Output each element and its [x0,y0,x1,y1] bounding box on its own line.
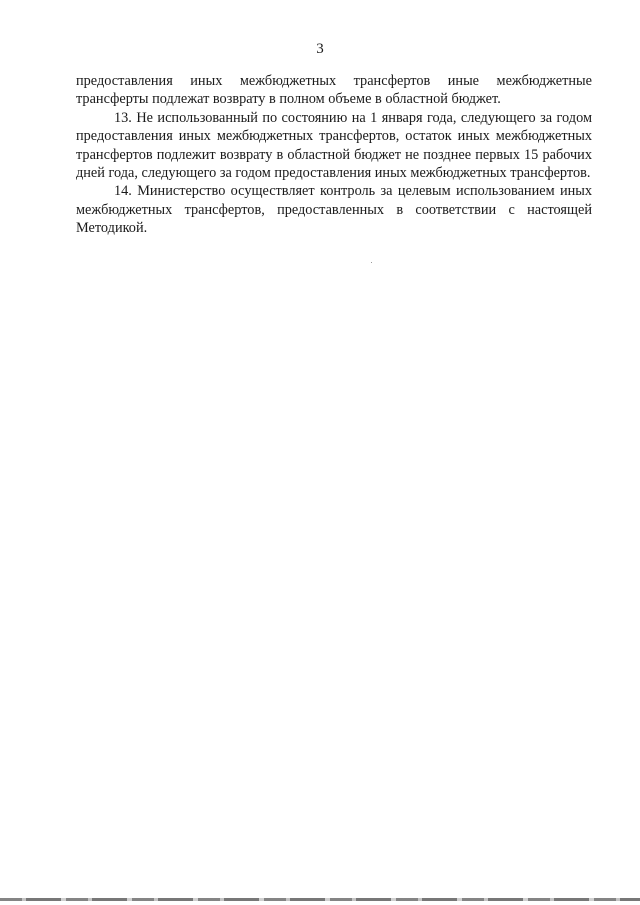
scan-bottom-edge [0,898,640,901]
paragraph-clause-13: 13. Не использованный по состоянию на 1 января года, следующего за годом предоставления иных межбюджетных трансфертов, остаток иных межбюджетных трансфертов подлежит возврату в областной бюджет не позднее первых 15 рабочих дней года, следующего за годом предоставления иных межбюджетных трансфертов. [76,109,592,182]
paragraph-clause-14: 14. Министерство осуществляет контроль за целевым использованием иных межбюджетных трансфертов, предоставленных в соответствии с настоящей Методикой. [76,183,592,237]
page-number: 3 [316,41,324,57]
document-body [76,72,592,238]
scan-speck [371,262,372,263]
paragraph-continuation: предоставления иных межбюджетных трансфертов иные межбюджетные трансферты подлежат возврату в полном объеме в областной бюджет. [76,73,592,108]
